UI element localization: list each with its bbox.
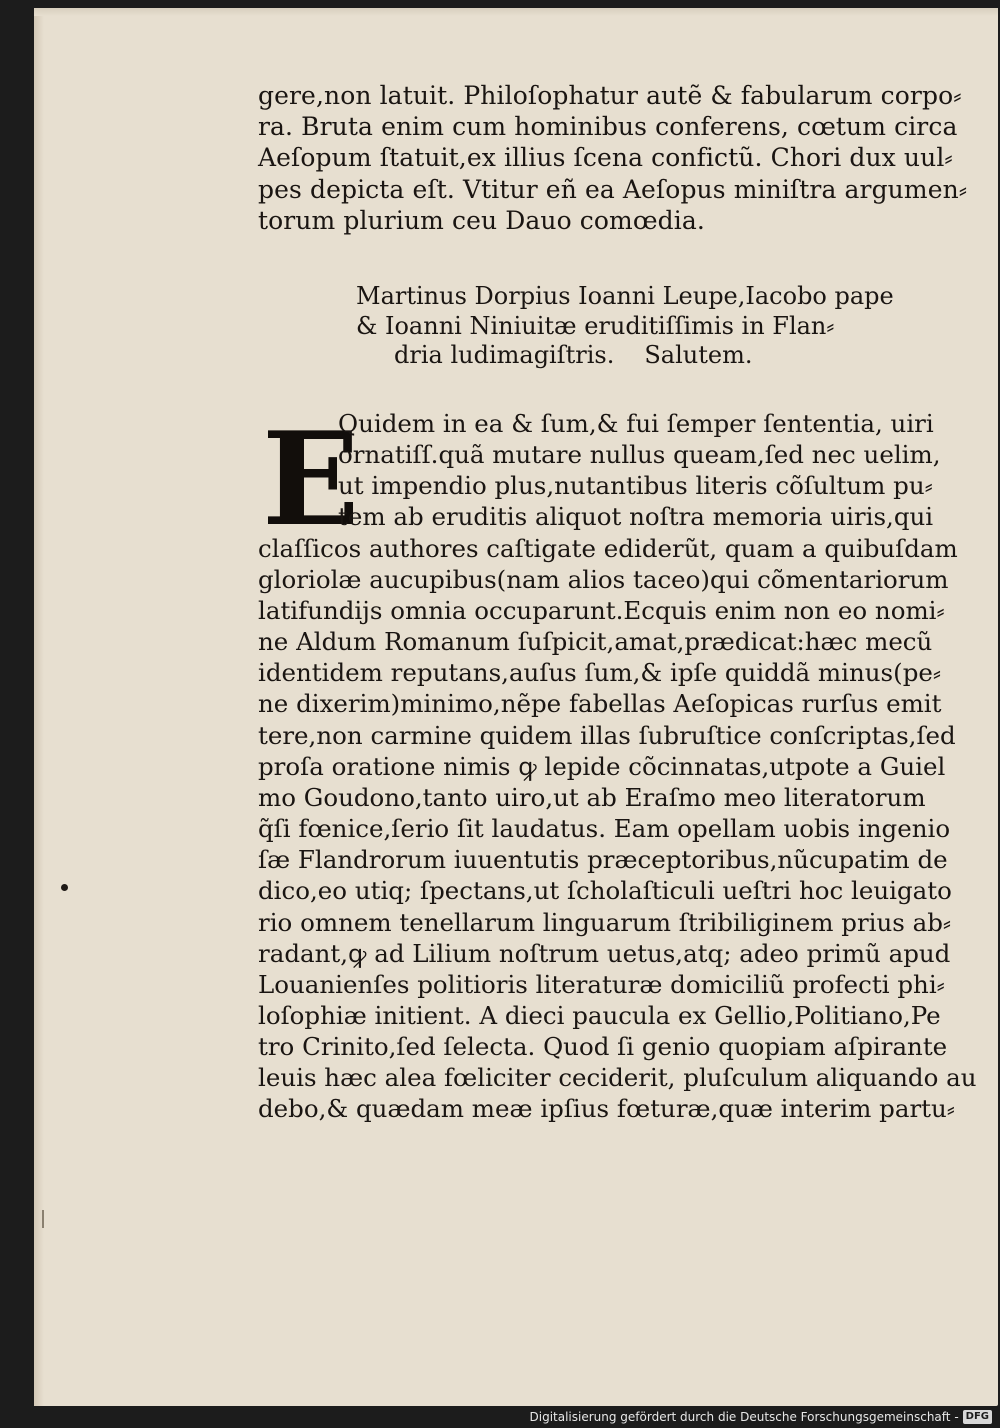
body-line: tem ab eruditis aliquot noſtra memoria uiris,qui: [338, 502, 934, 532]
body-line: Quidem in ea & ſum,& fui ſemper ſententia, uiri: [338, 409, 934, 438]
body-line: loſophiæ initient. A dieci paucula ex Gellio,Politiano,Pe: [258, 1000, 941, 1030]
footer-text: Digitalisierung gefördert durch die Deutsche Forschungsgemeinschaft -: [529, 1410, 959, 1424]
body-line: ne dixerim)minimo,nẽpe fabellas Aeſopicas rurſus emit: [258, 689, 942, 719]
body-line: gloriolæ aucupibus(nam alios taceo)qui cõmentariorum: [258, 564, 949, 594]
letter-body: [258, 405, 977, 1125]
intro-line: gere,non latuit. Philoſophatur autẽ & fabularum corpo⸗: [258, 81, 962, 110]
heading-line: Martinus Dorpius Ioanni Leupe,Iacobo pape: [356, 282, 894, 310]
intro-line: pes depicta eſt. Vtitur eñ ea Aeſopus miniſtra argumen⸗: [258, 174, 968, 204]
body-line: tro Crinito,ſed ſelecta. Quod ſi genio quopiam aſpirante: [258, 1032, 948, 1062]
intro-paragraph: [258, 80, 968, 236]
body-line: radant,ꝙ ad Lilium noſtrum uetus,atq; adeo primũ apud: [258, 938, 951, 968]
body-line: debo,& quædam meæ ipſius fœturæ,quæ interim partu⸗: [258, 1094, 955, 1124]
page-edge: [34, 8, 44, 1406]
salutem-text: Salutem.: [644, 341, 753, 369]
body-line: ornatiſſ.quã mutare nullus queam,ſed nec uelim,: [338, 440, 941, 470]
body-line: identidem reputans,auſus ſum,& ipſe quiddã minus(pe⸗: [258, 658, 942, 688]
body-line: rio omnem tenellarum linguarum ſtribiliginem prius ab⸗: [258, 907, 952, 937]
body-line: leuis hæc alea fœliciter ceciderit, pluſculum aliquando au: [258, 1063, 977, 1093]
intro-line: Aeſopum ſtatuit,ex illius ſcena confictũ. Chori dux uul⸗: [258, 143, 953, 173]
body-line: latifundijs omnia occuparunt.Ecquis enim non eo nomi⸗: [258, 595, 945, 625]
body-line: ut impendio plus,nutantibus literis cõſultum pu⸗: [338, 471, 933, 501]
drop-capital: E: [262, 405, 360, 555]
body-line: mo Goudono,tanto uiro,ut ab Eraſmo meo literatorum: [258, 782, 926, 812]
body-line: ſæ Flandrorum iuuentutis præceptoribus,nũcupatim de: [258, 845, 948, 875]
intro-line: torum plurium ceu Dauo comœdia.: [258, 205, 705, 235]
letter-heading: [316, 282, 936, 371]
body-line: tere,non carmine quidem illas ſubruſtice conſcriptas,ſed: [258, 720, 956, 750]
heading-line-text: dria ludimagiſtris.: [394, 341, 615, 369]
body-line: ne Aldum Romanum ſuſpicit,amat,prædicat:hæc mecũ: [258, 627, 933, 657]
margin-ink-dot: [61, 884, 68, 891]
body-line: q̃ſi fœnice,ſerio ſit laudatus. Eam opellam uobis ingenio: [258, 814, 951, 844]
heading-line: [316, 341, 936, 371]
body-line: dico,eo utiq; ſpectans,ut ſcholaſticuli ueſtri hoc leuigato: [258, 876, 952, 906]
page-top-shadow: [34, 8, 998, 16]
dfg-logo-icon: DFG: [963, 1410, 992, 1424]
intro-line: ra. Bruta enim cum hominibus conferens, cœtum circa: [258, 112, 958, 142]
body-line: proſa oratione nimis ꝙ lepide cõcinnatas,utpote a Guiel: [258, 751, 946, 781]
heading-line: & Ioanni Niniuitæ eruditiſſimis in Flan⸗: [356, 311, 835, 340]
margin-mark: [42, 1210, 44, 1228]
body-line: claſſicos authores caſtigate ediderũt, quam a quibuſdam: [258, 533, 958, 563]
body-line: Louanienſes politioris literaturæ domiciliũ profecti phi⸗: [258, 969, 945, 999]
digitization-footer: [530, 1408, 993, 1426]
